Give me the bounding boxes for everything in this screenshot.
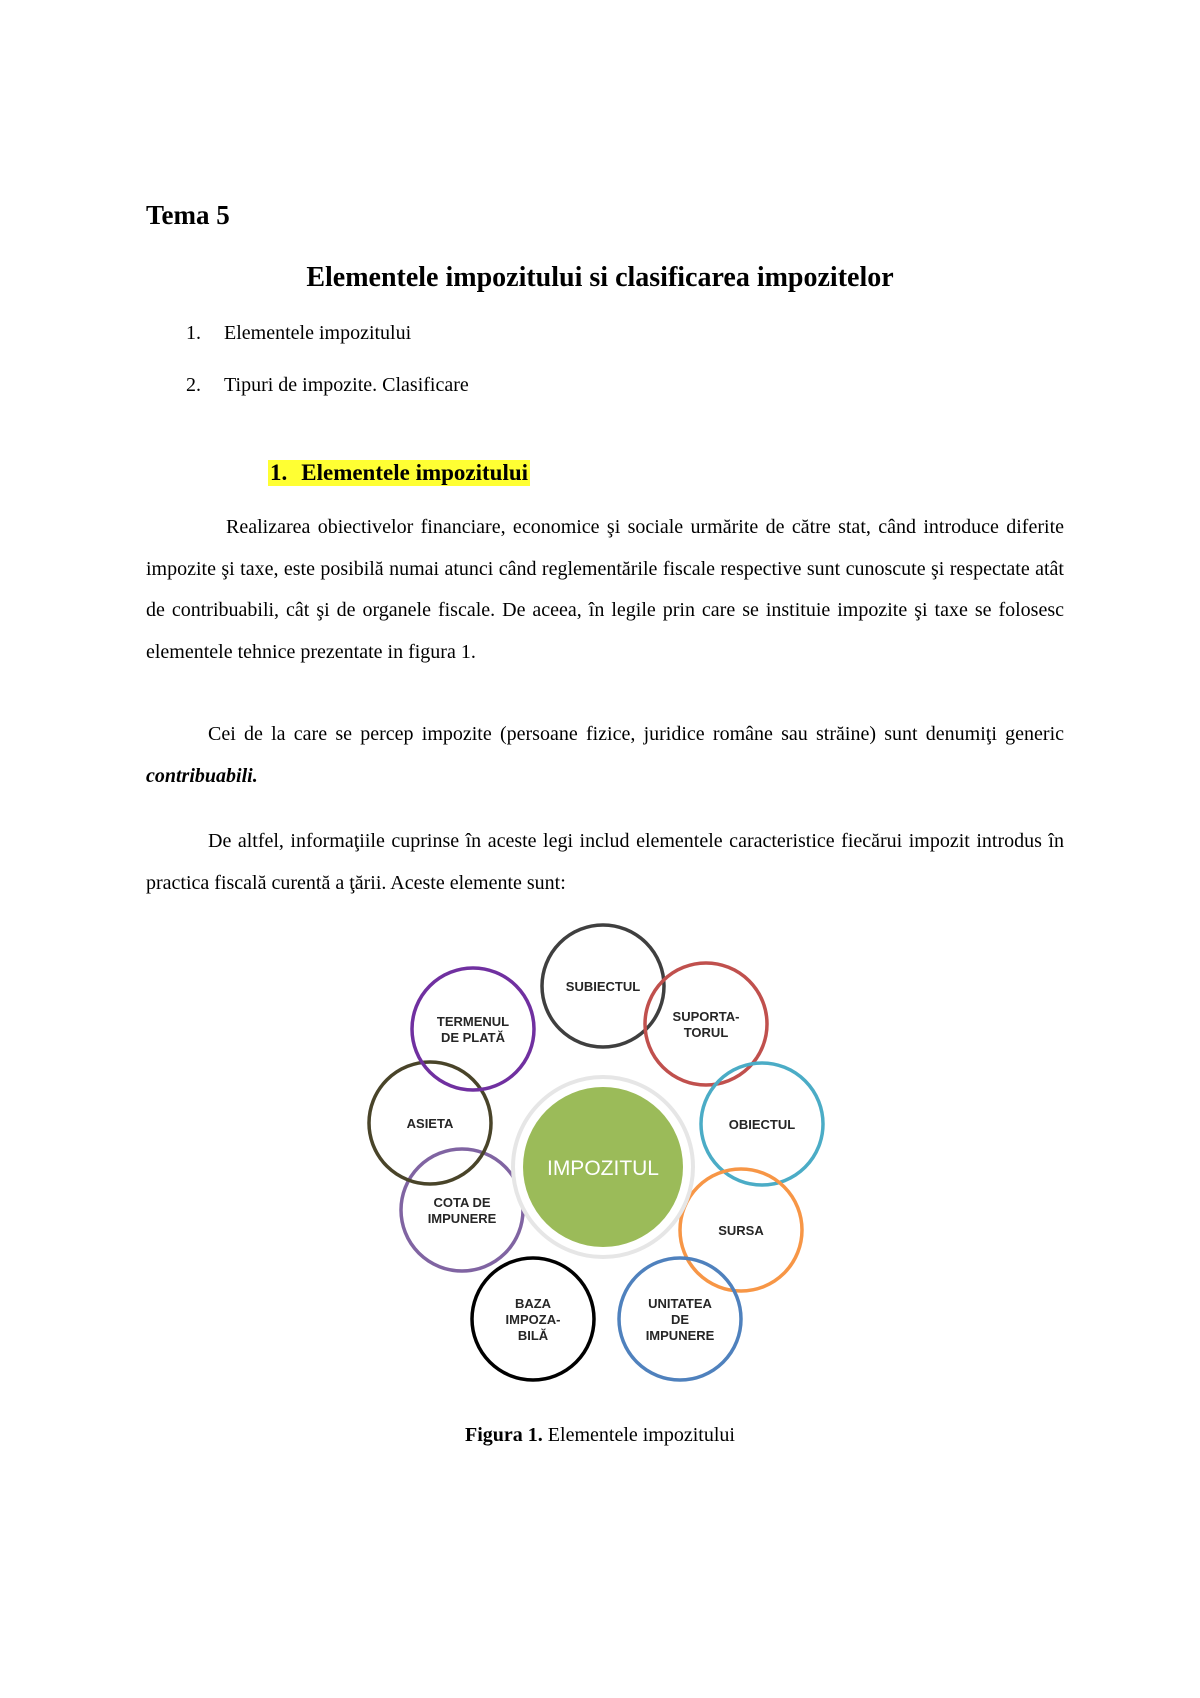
- element-circle-label: DE: [670, 1312, 690, 1327]
- paragraph-2: [146, 714, 1064, 797]
- toc-item-number: 1.: [186, 322, 201, 344]
- element-circle: [619, 1258, 741, 1380]
- section-heading-text: Elementele impozitului: [301, 460, 529, 485]
- element-circle-label: DE PLATĂ: [440, 1030, 506, 1045]
- section-heading-number: 1.: [270, 460, 288, 485]
- element-circle-label: SUBIECTUL: [565, 979, 641, 994]
- element-circle-label: ASIETA: [406, 1116, 454, 1131]
- element-circle: [701, 1063, 823, 1185]
- element-circle: [472, 1258, 594, 1380]
- element-circle: [680, 1169, 802, 1291]
- toc-item-number: 2.: [186, 374, 201, 396]
- element-circle-label: COTA DE: [433, 1195, 491, 1210]
- element-circle-label: UNITATEA: [648, 1296, 712, 1311]
- paragraph-2-text: Cei de la care se percep impozite (persoane fizice, juridice române sau străine) sunt denumiţi generic: [208, 723, 1064, 745]
- toc-item-text: Elementele impozitului: [224, 322, 412, 344]
- paragraph-1: Realizarea obiectivelor financiare, economice şi sociale urmărite de către stat, când introduce diferite impozite şi taxe, este posibilă numai atunci când reglementările fiscale respective sunt cunoscute şi respectate atât de contribuabili, cât şi de organele fiscale. De aceea, în legile prin care se instituie impozite şi taxe se folosesc elementele tehnice prezentate in figura 1.: [146, 516, 1064, 663]
- element-circle-label: TORUL: [683, 1025, 729, 1040]
- element-circle-label: BAZA: [514, 1296, 552, 1311]
- paragraph-3: De altfel, informaţiile cuprinse în aceste legi includ elementele caracteristice fiecărui impozit introdus în practica fiscală curentă a ţării. Aceste elemente sunt:: [146, 830, 1064, 894]
- center-label: IMPOZITUL: [546, 1157, 660, 1180]
- element-circle-ring: [401, 1149, 523, 1271]
- element-circle-label: IMPOZA-: [505, 1312, 561, 1327]
- paragraph-2-emphasis: contribuabili.: [146, 764, 258, 787]
- element-circle-label: SUPORTA-: [672, 1009, 740, 1024]
- toc-item-text: Tipuri de impozite. Clasificare: [224, 374, 469, 396]
- element-circle-label: IMPUNERE: [427, 1211, 497, 1226]
- element-circle: [645, 963, 767, 1085]
- element-circle-label: IMPUNERE: [645, 1328, 715, 1343]
- element-circle-label: OBIECTUL: [728, 1117, 796, 1132]
- figure-caption-label: Figura 1.: [465, 1424, 543, 1446]
- element-circle: [369, 1062, 491, 1184]
- toc-item: [186, 322, 411, 345]
- center-circle: [513, 1077, 693, 1257]
- element-circle-label: BILĂ: [517, 1328, 549, 1343]
- section-heading: [268, 460, 530, 486]
- figure-caption-text: Elementele impozitului: [547, 1424, 735, 1446]
- topic-number: Tema 5: [146, 200, 230, 230]
- toc-item: [186, 374, 469, 397]
- tax-elements-diagram: [330, 920, 870, 1408]
- element-circle: [412, 968, 534, 1090]
- page-title: Elementele impozitului si clasificarea impozitelor: [306, 262, 894, 293]
- element-circle-ring: [412, 968, 534, 1090]
- element-circle-label: SURSA: [718, 1223, 764, 1238]
- element-circle-label: TERMENUL: [436, 1014, 510, 1029]
- element-circle-ring: [645, 963, 767, 1085]
- figure-caption: [0, 1424, 1200, 1447]
- element-circle: [401, 1149, 523, 1271]
